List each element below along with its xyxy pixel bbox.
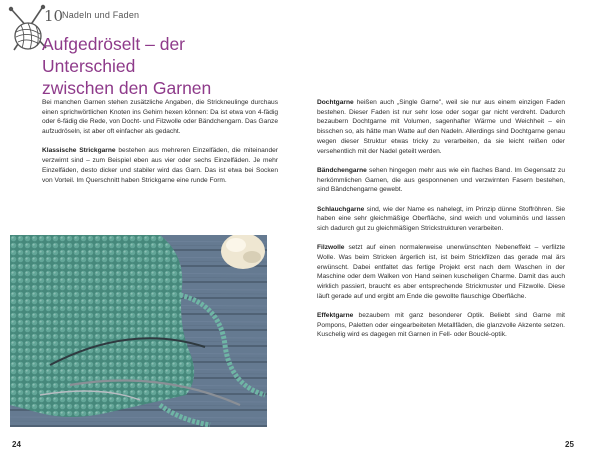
paragraph-body: heißen auch „Single Garne", weil sie nur aus einem einzigen Faden bestehen. Dieser Faden ist nur sehr lose oder sogar gar nicht verdreht. Dadurch bezaubern Dochtgarne mit Volumen, sagenhafter Wärme und Weichheit – ein bisschen so, als hätte man Watte auf den Nadeln. Allerdings sind Dochtgarne genau wegen dieser Struktur etwas tricky zu verarbeiten, da sie leicht reißen oder versehentlich mit der Nadel geteilt werden.	[317, 99, 565, 155]
paragraph-baendchengarne	[317, 166, 565, 195]
page-number-right: 25	[565, 440, 574, 449]
paragraph-body: sind, wie der Name es nahelegt, im Prinzip dünne Stoffröhren. Sie haben eine sehr gleichmäßige Oberfläche, sind weich und voluminös und lassen sich dadurch gut zu gleichmäßigen Strickstrukturen verarbeiten.	[317, 205, 565, 232]
paragraph-body: bestehen aus mehreren Einzelfäden, die miteinander verzwirnt sind – zum Beispiel eben aus vier oder sechs Einzelfäden. Je mehr Einzelfäden, desto dicker und stabiler wird das Garn. Das ist etwa bei Socken von Vorteil. Im Querschnitt haben Strickgarne eine runde Form.	[42, 147, 278, 184]
photo-knitting-green-yarn	[10, 235, 267, 427]
chapter-number: 10	[44, 7, 64, 25]
paragraph-filzwolle	[317, 243, 565, 301]
term-filzwolle: Filzwolle	[317, 244, 345, 252]
chapter-title: Nadeln und Faden	[62, 10, 140, 20]
term-baendchengarne: Bändchengarne	[317, 166, 367, 174]
paragraph-schlauchgarne	[317, 205, 565, 234]
page-title-line-1: Aufgedröselt – der Unterschied	[42, 34, 186, 76]
paragraph-body: setzt auf einen normalerweise unerwünschten Nebeneffekt – verfilzte Wolle. Was beim Stricken ärgerlich ist, ist beim Strickfilzen das gerade mal ärs erwünscht. Dabei entfaltet das fertige Projekt erst nach dem Waschen in der Maschine oder dem Walken von Hand seinen kuscheligen Charme. Damit das auch wirklich passiert, braucht es aber entsprechende Strickmuster und Filzwolle. Diese läuft gerade auf und ergibt am Ende die gewollte flauschige Oberfläche.	[317, 244, 565, 300]
term-effektgarne: Effektgarne	[317, 312, 354, 320]
paragraph-effektgarne	[317, 311, 565, 340]
page-title-line-2: zwischen den Garnen	[42, 78, 212, 98]
paragraph-body: bezaubern mit ganz besonderer Optik. Beliebt sind Garne mit Pompons, Paletten oder eingearbeiteten Metallfäden, die glanzvolle Akzente setzen. Kuschelig wird es dagegen mit Garnen in Fell- oder Bouclé-optik.	[317, 312, 565, 339]
term-dochtgarne: Dochtgarne	[317, 99, 354, 106]
page-number-left: 24	[12, 440, 21, 449]
term-schlauchgarne: Schlauchgarne	[317, 205, 365, 213]
left-page-text	[42, 98, 278, 195]
knitting-photo-illustration	[10, 235, 267, 427]
right-page-text	[317, 98, 565, 350]
paragraph-klassische-strickgarne	[42, 146, 278, 185]
term-klassische-strickgarne: Klassische Strickgarne	[42, 147, 116, 155]
intro-paragraph: Bei manchen Garnen stehen zusätzliche Angaben, die Strickneulinge durchaus einen sprichwörtlichen Knoten ins Gehirn hexen können: Da ist etwa von 4-fädig oder 6-fädig die Rede, von Docht- und Filzwolle oder Bändchengarn. Das Ganze aufzudröseln, ist aber oft einfacher als gedacht.	[42, 99, 278, 136]
page-title	[42, 33, 282, 99]
paragraph-dochtgarne	[317, 98, 565, 156]
paragraph-body: sehen hingegen mehr aus wie ein flaches Band. Im Gegensatz zu herkömmlichen Garnen, die aus gesponnenen und verzwirnten Fasern bestehen, sind Bändchengarne gewebt.	[317, 166, 565, 194]
